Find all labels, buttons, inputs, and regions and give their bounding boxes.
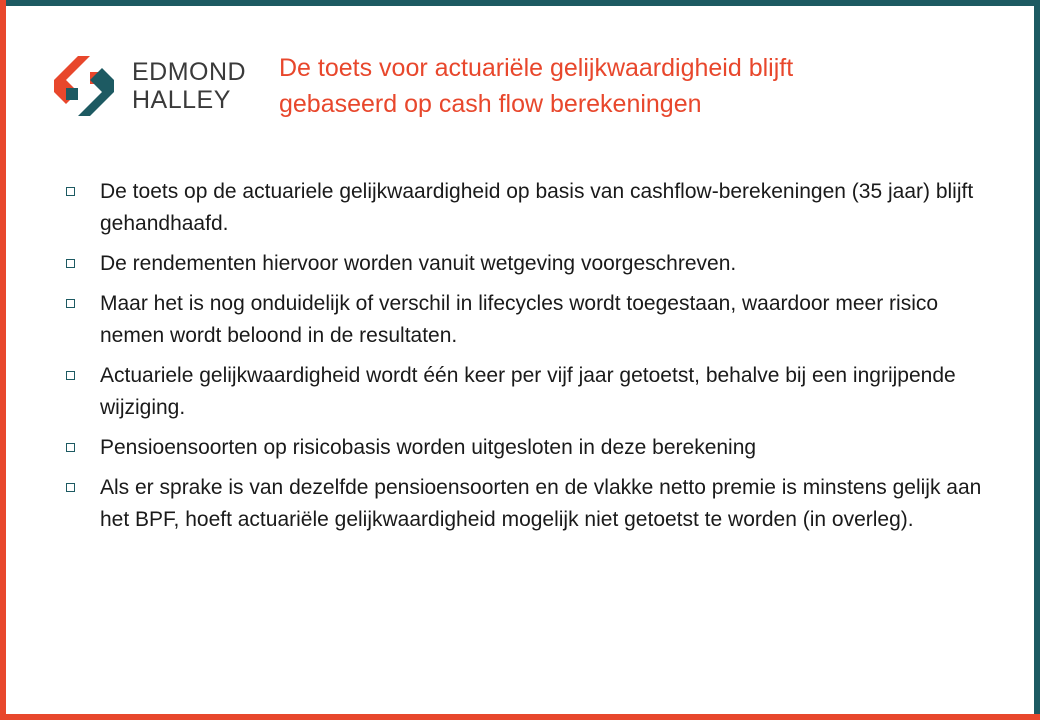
slide-title-line-2: gebaseerd op cash flow berekeningen [279,90,702,118]
square-bullet-icon [66,443,75,452]
logo-mark-icon [52,54,116,118]
bullet-text: De toets op de actuariele gelijkwaardigheid op basis van cashflow-berekeningen (35 jaar) blijft gehandhaafd. [100,180,974,235]
frame-edge-right [1034,0,1040,720]
bullet-item [60,360,990,424]
bullet-text: Pensioensoorten op risicobasis worden uitgesloten in deze berekening [100,436,757,459]
company-logo [52,54,262,118]
slide-title [279,50,979,122]
bullet-text: De rendementen hiervoor worden vanuit wetgeving voorgeschreven. [100,252,737,275]
square-bullet-icon [66,483,75,492]
frame-edge-left [0,0,6,720]
bullet-list [60,176,990,544]
square-bullet-icon [66,259,75,268]
square-bullet-icon [66,299,75,308]
bullet-text: Als er sprake is van dezelfde pensioensoorten en de vlakke netto premie is minstens gelijk aan het BPF, hoeft actuariële gelijkwaardigheid mogelijk niet getoetst te worden (in overleg). [100,476,982,531]
bullet-item [60,432,990,464]
slide-title-line-1: De toets voor actuariële gelijkwaardigheid blijft [279,54,794,82]
bullet-item [60,176,990,240]
square-bullet-icon [66,371,75,380]
logo-line-2: HALLEY [132,86,231,114]
frame-edge-bottom [0,714,1040,720]
bullet-text: Actuariele gelijkwaardigheid wordt één keer per vijf jaar getoetst, behalve bij een ingrijpende wijziging. [100,364,956,419]
bullet-item [60,288,990,352]
logo-wordmark [132,58,246,114]
bullet-item [60,248,990,280]
bullet-text: Maar het is nog onduidelijk of verschil in lifecycles wordt toegestaan, waardoor meer risico nemen wordt beloond in de resultaten. [100,292,939,347]
frame-edge-top [0,0,1040,6]
square-bullet-icon [66,187,75,196]
bullet-item [60,472,990,536]
logo-line-1: EDMOND [132,58,247,86]
